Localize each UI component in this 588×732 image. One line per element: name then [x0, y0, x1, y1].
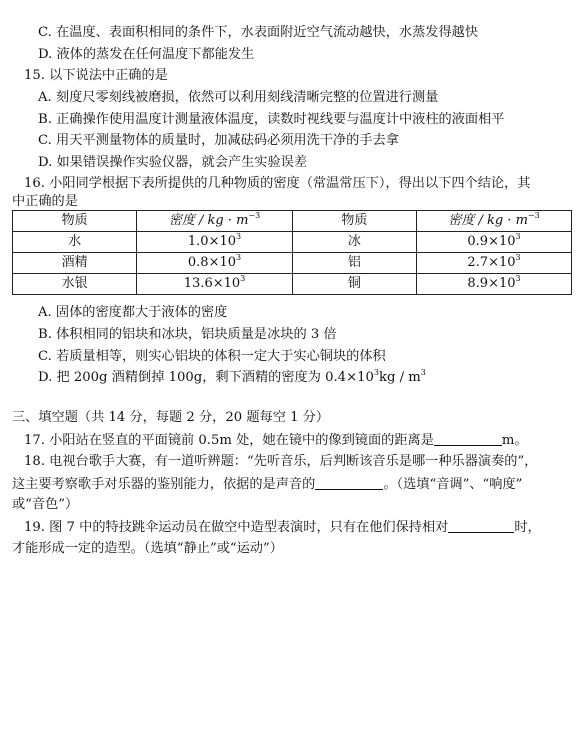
- q19-text: 19. 图 7 中的特技跳伞运动员在做空中造型表演时，只有在他们保持相对: [24, 520, 449, 535]
- density-value: 8.9×10: [467, 276, 516, 291]
- density-exp: 3: [515, 274, 521, 283]
- q19-suffix: 时，: [514, 520, 541, 535]
- q16-option-d-text: D. 把 200g 酒精倒掉 100g，剩下酒精的密度为 0.4×10: [38, 370, 374, 385]
- q16-stem-line1: 16. 小阳同学根据下表所提供的几种物质的密度（常温常压下），得出以下四个结论，其: [24, 176, 531, 191]
- header-substance-1: 物质: [13, 211, 137, 232]
- q17-answer-blank[interactable]: [434, 432, 502, 446]
- q18-line2: [12, 476, 522, 493]
- q17-unit: m。: [501, 433, 528, 448]
- table-row: [13, 274, 572, 295]
- q19-line2: 才能形成一定的造型。（选填“静止”或“运动”）: [12, 541, 283, 556]
- substance-cell: 冰: [292, 232, 416, 253]
- header-density-exp: −3: [248, 211, 261, 220]
- q16-option-a: A. 固体的密度都大于液体的密度: [38, 305, 228, 320]
- density-exp: 3: [240, 274, 246, 283]
- header-substance-2: 物质: [292, 211, 416, 232]
- substance-cell: 水银: [13, 274, 137, 295]
- substance-cell: 铜: [292, 274, 416, 295]
- q15-option-a: A. 刻度尺零刻线被磨损，依然可以利用刻线清晰完整的位置进行测量: [38, 90, 439, 105]
- q15-option-d: D. 如果错误操作实验仪器，就会产生实验误差: [38, 155, 308, 170]
- q15-option-b: B. 正确操作使用温度计测量液体温度，读数时视线要与温度计中液柱的液面相平: [38, 112, 505, 127]
- table-row: [13, 253, 572, 274]
- q18-choices: 。（选填“音调”、“响度”: [383, 477, 523, 492]
- density-table: [12, 210, 572, 295]
- q15-option-c: C. 用天平测量物体的质量时，加减砝码必须用洗干净的手去拿: [38, 133, 399, 148]
- q16-stem-line2: 中正确的是: [12, 194, 78, 209]
- q16-option-d: [38, 370, 426, 386]
- option-d-evaporation: D. 液体的蒸发在任何温度下都能发生: [38, 47, 255, 62]
- q16-option-d-exp: 3: [373, 368, 379, 377]
- q16-option-d-unit: kg / m: [379, 370, 421, 385]
- density-value: 0.8×10: [187, 255, 237, 270]
- q16-option-d-unit-exp: 3: [420, 368, 426, 377]
- density-exp: 3: [515, 232, 521, 241]
- density-cell: [417, 232, 572, 253]
- substance-cell: 水: [13, 232, 137, 253]
- header-density-1: [137, 211, 292, 232]
- header-density-2: [417, 211, 572, 232]
- header-density-exp: −3: [527, 211, 540, 220]
- density-cell: [137, 232, 292, 253]
- density-value: 0.9×10: [467, 234, 516, 249]
- q16-option-b: B. 体积相同的铝块和冰块，铝块质量是冰块的 3 倍: [38, 327, 337, 342]
- density-value: 1.0×10: [187, 234, 237, 249]
- density-cell: [137, 274, 292, 295]
- q17-text: 17. 小阳站在竖直的平面镜前 0.5m 处，她在镜中的像到镜面的距离是: [24, 433, 434, 448]
- q15-stem: 15. 以下说法中正确的是: [24, 68, 168, 83]
- density-exp: 3: [236, 232, 242, 241]
- section3-title: 三、填空题（共 14 分，每题 2 分，20 题每空 1 分）: [12, 410, 330, 425]
- q18-line3: 或“音色”）: [12, 497, 79, 512]
- q18-text: 这主要考察歌手对乐器的鉴别能力，依据的是声音的: [12, 477, 316, 492]
- option-c-evaporation: C. 在温度、表面积相同的条件下，水表面附近空气流动越快，水蒸发得越快: [38, 25, 479, 40]
- q19-answer-blank[interactable]: [448, 519, 514, 533]
- header-density-label: 密度 / kg · m: [448, 213, 528, 228]
- table-row: [13, 232, 572, 253]
- substance-cell: 酒精: [13, 253, 137, 274]
- header-density-label: 密度 / kg · m: [168, 213, 249, 228]
- density-cell: [137, 253, 292, 274]
- q18-answer-blank[interactable]: [315, 476, 383, 490]
- density-cell: [417, 253, 572, 274]
- q16-option-c: C. 若质量相等，则实心铝块的体积一定大于实心铜块的体积: [38, 349, 386, 364]
- density-exp: 3: [515, 253, 521, 262]
- table-header-row: [13, 211, 572, 232]
- q18-line1: 18. 电视台歌手大赛，有一道听辨题：“先听音乐，后判断该音乐是哪一种乐器演奏的”，: [24, 454, 538, 469]
- density-value: 13.6×10: [183, 276, 241, 291]
- density-cell: [417, 274, 572, 295]
- density-value: 2.7×10: [467, 255, 516, 270]
- q19-line1: [24, 519, 541, 536]
- q17: [24, 432, 528, 449]
- substance-cell: 铝: [292, 253, 416, 274]
- density-exp: 3: [236, 253, 242, 262]
